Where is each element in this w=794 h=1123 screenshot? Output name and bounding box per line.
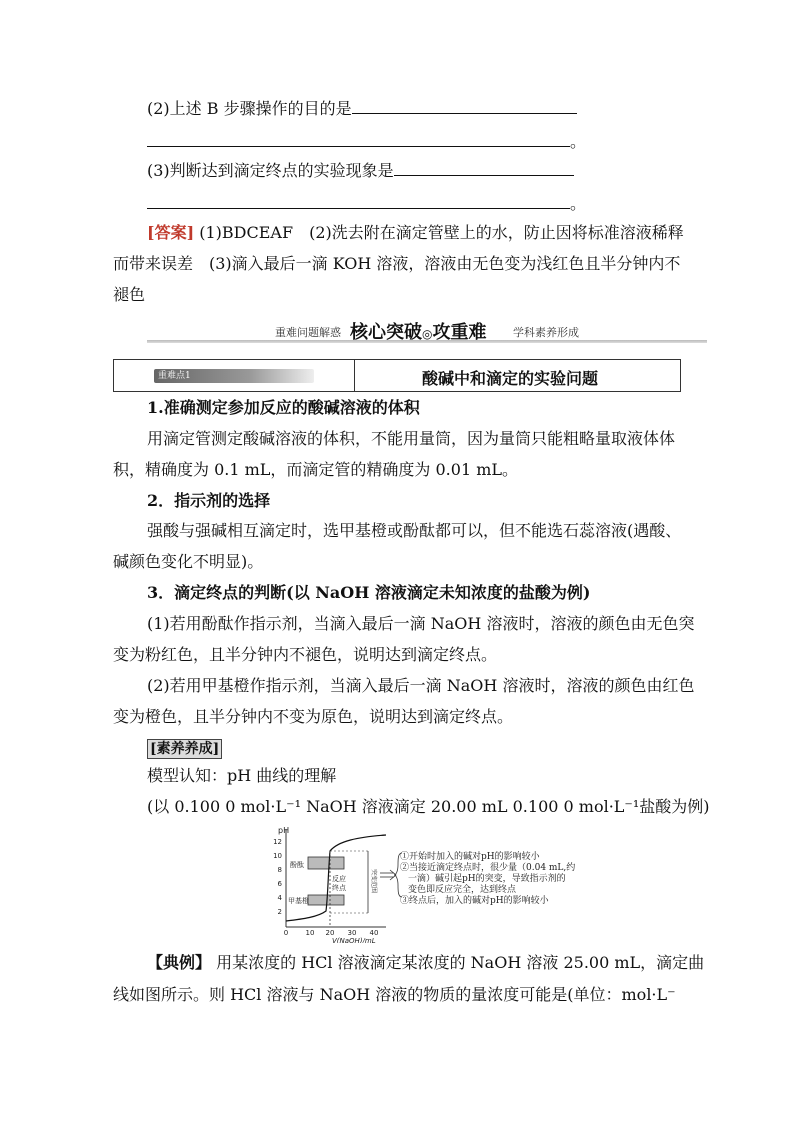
question-3-prompt: (3)判断达到滴定终点的实验现象是 <box>147 161 394 180</box>
section-2-paragraph-line-1: 强酸与强碱相互滴定时，选甲基橙或酚酞都可以，但不能选石蕊溶液(遇酸、 <box>147 521 682 540</box>
banner-left-subtitle: 重难问题解惑 <box>275 326 341 339</box>
phenolphthalein-range-box <box>308 857 344 869</box>
methyl-orange-label: 甲基橙 <box>288 897 309 905</box>
section-1-heading: 1.准确测定参加反应的酸碱溶液的体积 <box>147 398 420 417</box>
section-3-item-2-line-2: 变为橙色，且半分钟内不变为原色，说明达到滴定终点。 <box>113 707 514 726</box>
banner-right-subtitle: 学科素养形成 <box>513 326 579 339</box>
x-axis-label: V(NaOH)/mL <box>332 937 376 943</box>
section-banner <box>147 318 707 348</box>
typical-example-tag: 【典例】 <box>147 953 212 972</box>
key-point-box <box>113 359 681 392</box>
period: 。 <box>570 194 587 213</box>
methyl-orange-range-box <box>308 895 344 905</box>
figure-note-2b: 一滴）碱引起pH的突变，导致指示剂的 <box>408 874 566 884</box>
answer-line-2: 而带来误差 (3)滴入最后一滴 KOH 溶液，溶液由无色变为浅红色且半分钟内不 <box>113 254 681 273</box>
section-3-item-2-line-1: (2)若用甲基橙作指示剂，当滴入最后一滴 NaOH 溶液时，溶液的颜色由红色 <box>147 676 695 695</box>
y-tick: 4 <box>277 894 282 902</box>
key-point-badge <box>154 369 314 383</box>
answer-tag: [答案] <box>147 223 195 242</box>
question-3 <box>147 160 574 181</box>
question-3-blank-line <box>147 193 586 214</box>
question-2-blank-line <box>147 131 586 152</box>
endpoint-label-2: 终点 <box>332 884 346 892</box>
banner-title-part1: 核心突破 <box>350 322 422 343</box>
question-2 <box>147 98 577 119</box>
y-tick: 10 <box>273 852 282 860</box>
typical-example-line-1 <box>147 953 704 973</box>
section-2-paragraph-line-2: 碱颜色变化不明显)。 <box>113 552 264 571</box>
literacy-example: (以 0.100 0 mol·L⁻¹ NaOH 溶液滴定 20.00 mL 0.100 0 mol·L⁻¹盐酸为例) <box>147 797 710 816</box>
x-tick: 30 <box>347 929 357 937</box>
literacy-tag: [素养养成] <box>147 739 222 759</box>
section-1-paragraph-line-1: 用滴定管测定酸碱溶液的体积，不能用量筒，因为量筒只能粗略量取液体体 <box>147 429 676 448</box>
x-tick: 0 <box>283 929 289 937</box>
answer-blank <box>394 160 574 176</box>
x-tick: 40 <box>369 929 379 937</box>
ph-curve-figure <box>268 825 576 943</box>
literacy-tag-line <box>147 738 222 759</box>
typical-example-text: 用某浓度的 HCl 溶液滴定某浓度的 NaOH 溶液 25.00 mL，滴定曲 <box>216 953 705 972</box>
y-tick: 6 <box>277 880 282 888</box>
period: 。 <box>570 132 587 151</box>
section-3-item-1-line-2: 变为粉红色，且半分钟内不褪色，说明达到滴定终点。 <box>113 645 498 664</box>
answer-blank <box>352 98 577 114</box>
key-point-title: 酸碱中和滴定的实验问题 <box>422 369 599 388</box>
banner-title-part2: 攻重难 <box>432 322 487 343</box>
section-1-paragraph-line-2: 积，精确度为 0.1 mL，而滴定管的精确度为 0.01 mL。 <box>113 460 519 479</box>
y-tick: 8 <box>277 866 282 874</box>
figure-notes <box>400 852 575 907</box>
answer-line-1 <box>147 223 684 243</box>
endpoint-label-1: 反应 <box>332 875 346 883</box>
answer-text: (1)BDCEAF (2)洗去附在滴定管壁上的水，防止因将标准溶液稀释 <box>199 223 684 242</box>
key-point-divider <box>354 360 355 391</box>
y-tick: 2 <box>277 908 282 916</box>
figure-note-3: ③终点后，加入的碱对pH的影响较小 <box>400 896 549 906</box>
banner-title <box>350 318 486 344</box>
literacy-heading: 模型认知：pH 曲线的理解 <box>147 766 337 785</box>
y-tick: 12 <box>273 838 282 846</box>
answer-blank <box>147 131 570 147</box>
y-axis-label: pH <box>278 826 290 835</box>
figure-note-1: ①开始时加入的碱对pH的影响较小 <box>400 852 540 862</box>
implies-arrow-icon <box>380 870 396 880</box>
banner-separator-icon: ◎ <box>422 327 433 341</box>
section-2-heading: 2．指示剂的选择 <box>147 491 271 510</box>
question-2-prompt: (2)上述 B 步骤操作的目的是 <box>147 99 352 118</box>
jump-range-label: 突变范围 <box>370 869 377 894</box>
figure-note-2a: ②当接近滴定终点时，很少量（0.04 mL,约 <box>400 863 576 873</box>
key-point-badge-label: 重难点1 <box>158 371 191 381</box>
section-3-heading: 3．滴定终点的判断(以 NaOH 溶液滴定未知浓度的盐酸为例) <box>147 583 591 602</box>
figure-note-2c: 变色即反应完全，达到终点 <box>408 885 517 895</box>
answer-blank <box>147 193 570 209</box>
section-3-item-1-line-1: (1)若用酚酞作指示剂，当滴入最后一滴 NaOH 溶液时，溶液的颜色由无色突 <box>147 614 695 633</box>
x-tick: 20 <box>325 929 335 937</box>
x-tick: 10 <box>305 929 315 937</box>
answer-line-3: 褪色 <box>113 285 146 304</box>
phenolphthalein-label: 酚酞 <box>290 861 304 869</box>
typical-example-line-2: 线如图所示。则 HCl 溶液与 NaOH 溶液的物质的量浓度可能是(单位：mol·L⁻ <box>113 985 676 1004</box>
